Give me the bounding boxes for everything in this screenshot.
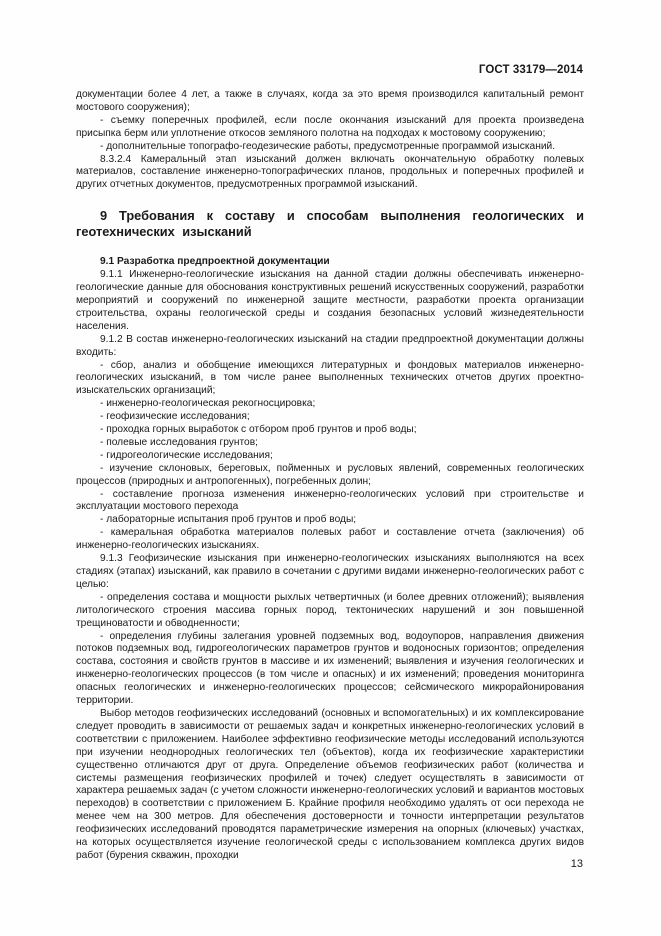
list-item: - гидрогеологические исследования;: [100, 449, 273, 461]
list-item: - проходка горных выработок с отбором проб грунтов и проб воды;: [100, 424, 417, 436]
page-number: 13: [570, 858, 583, 870]
list-item: - определения глубины залегания уровней подземных вод, водоупоров, направления движения потоков подземных вод, гидрогеологических параметров грунтов и водоносных горизонтов; определения состава, состояния и свойств грунтов в массиве и их изменений; выявления и изучения геологических и инженерно-геологических процессов (в том числе и опасных) и их изменений; проведения мониторинга опасных геологических и инженерно-геологических процессов; сейсмического микрорайонирования территории.: [76, 630, 584, 707]
paragraph: 9.1.1 Инженерно-геологические изыскания на данной стадии должны обеспечивать инженерно-геологические данные для обоснования конструктивных решений искусственных сооружений, разработки мероприятий и сооружений по инженерной защите местности, разработки проекта организации строительства, охраны геологической среды и создания безопасных условий жизнедеятельности населения.: [76, 269, 584, 332]
list-item: - полевые исследования грунтов;: [100, 436, 258, 448]
paragraph: 8.3.2.4 Камеральный этап изысканий должен включать окончательную обработку полевых материалов, составление инженерно-топографических планов, продольных и поперечных профилей и других отчетных документов, предусмотренных программой изысканий.: [76, 153, 584, 191]
list-item: - лабораторные испытания проб грунтов и проб воды;: [100, 514, 357, 526]
paragraph: 9.1.3 Геофизические изыскания при инженерно-геологических изысканиях выполняются на всех стадиях (этапах) изысканий, как правило в сочетании с другими видами инженерно-геологических работ с целью:: [76, 553, 584, 590]
list-item: - камеральная обработка материалов полевых работ и составление отчета (заключения) об инженерно-геологических изысканиях.: [76, 527, 584, 552]
list-item: - определения состава и мощности рыхлых четвертичных (и более древних отложений); выявления литологического строения массива горных пород, тектонических нарушений и зон повышенной трещиноватости и обводненности;: [76, 591, 584, 629]
document-body: [76, 89, 584, 863]
paragraph: - съемку поперечных профилей, если после окончания изысканий для проекта произведена присыпка берм или уплотнение откосов земляного полотна на подходах к мостовому сооружению;: [76, 114, 584, 139]
paragraph: 9.1.2 В состав инженерно-геологических изысканий на стадии предпроектной документации должны входить:: [76, 333, 584, 358]
paragraph: - дополнительные топографо-геодезические работы, предусмотренные программой изысканий.: [100, 140, 556, 152]
subsection-heading: 9.1 Разработка предпроектной документации: [100, 256, 330, 268]
paragraph: документации более 4 лет, а также в случаях, когда за это время производился капитальный ремонт мостового сооружения);: [76, 89, 584, 113]
list-item: - изучение склоновых, береговых, пойменных и русловых явлений, современных геологических процессов (природных и антропогенных), погребенных долин;: [76, 462, 584, 487]
document-id-header: ГОСТ 33179—2014: [478, 64, 583, 76]
list-item: - геофизические исследования;: [100, 411, 250, 423]
list-item: - инженерно-геологическая рекогносцировка;: [100, 398, 316, 410]
list-item: - составление прогноза изменения инженерно-геологических условий при строительстве и эксплуатации мостового перехода: [76, 488, 584, 513]
list-item: - сбор, анализ и обобщение имеющихся литературных и фондовых материалов инженерно-геологических изысканий, в том числе ранее выполненных технических отчетов других проектно-изыскательских организаций;: [76, 359, 584, 397]
paragraph: Выбор методов геофизических исследований (основных и вспомогательных) и их комплексирование следует проводить в зависимости от решаемых задач и конкретных инженерно-геологических условий в соответствии с приложением. Наиболее эффективно геофизические методы исследований используются при изучении неоднородных геологических тел (объектов), когда их геофизические характеристики существенно отличаются друг от друга. Определение объемов геофизических работ (количества и системы размещения геофизических профилей и точек) следует осуществлять в зависимости от характера решаемых задач (с учетом сложности инженерно-геологических условий и вариантов мостовых переходов) в соответствии с приложением Б. Крайние профиля необходимо удалять от оси перехода не менее чем на 300 метров. Для обеспечения достоверности и точности интерпретации результатов геофизических исследований проводятся параметрические измерения на опорных (ключевых) участках, на которых осуществляется изучение геологической среды с использованием комплекса других видов работ (бурения скважин, проходки: [76, 707, 584, 861]
section-heading: 9 Требования к составу и способам выполнения геологических и геотехнических изысканий: [76, 208, 584, 240]
